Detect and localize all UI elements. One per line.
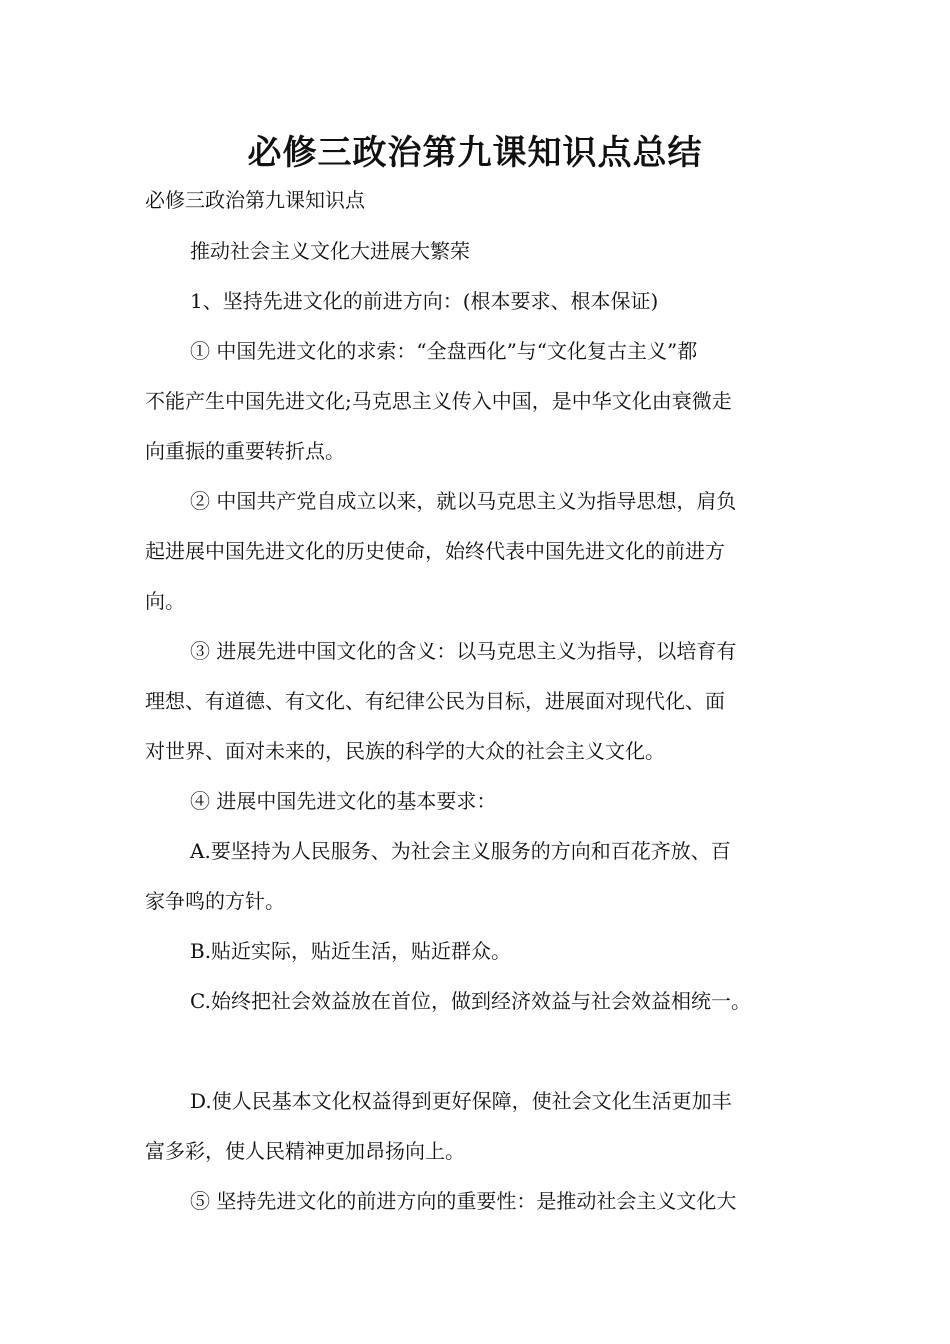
paragraph-line: 对世界、面对未来的，民族的科学的大众的社会主义文化。 bbox=[145, 739, 665, 763]
paragraph-line: 起进展中国先进文化的历史使命，始终代表中国先进文化的前进方 bbox=[145, 539, 725, 563]
paragraph-line: ⑤ 坚持先进文化的前进方向的重要性：是推动社会主义文化大 bbox=[190, 1189, 737, 1213]
paragraph-line: 不能产生中国先进文化;马克思主义传入中国，是中华文化由衰微走 bbox=[145, 389, 732, 413]
paragraph-line: ④ 进展中国先进文化的基本要求： bbox=[190, 789, 497, 813]
section-heading: 推动社会主义文化大进展大繁荣 bbox=[190, 239, 470, 263]
paragraph-line: ③ 进展先进中国文化的含义：以马克思主义为指导，以培育有 bbox=[190, 639, 737, 663]
paragraph-line: ② 中国共产党自成立以来，就以马克思主义为指导思想，肩负 bbox=[190, 489, 737, 513]
paragraph-line: ① 中国先进文化的求索：“全盘西化”与“文化复古主义”都 bbox=[190, 339, 698, 363]
paragraph-line: B.贴近实际，贴近生活，贴近群众。 bbox=[190, 939, 512, 963]
point-heading-1: 1、坚持先进文化的前进方向：(根本要求、根本保证) bbox=[190, 289, 659, 313]
subtitle-line: 必修三政治第九课知识点 bbox=[145, 188, 365, 212]
paragraph-line: A.要坚持为人民服务、为社会主义服务的方向和百花齐放、百 bbox=[190, 839, 731, 863]
paragraph-line: 理想、有道德、有文化、有纪律公民为目标，进展面对现代化、面 bbox=[145, 689, 725, 713]
paragraph-line: 富多彩，使人民精神更加昂扬向上。 bbox=[145, 1139, 465, 1163]
paragraph-line: 家争鸣的方针。 bbox=[145, 889, 285, 913]
paragraph-line: 向重振的重要转折点。 bbox=[145, 439, 345, 463]
paragraph-line: C.始终把社会效益放在首位，做到经济效益与社会效益相统一。 bbox=[190, 989, 751, 1013]
paragraph-line: D.使人民基本文化权益得到更好保障，使社会文化生活更加丰 bbox=[190, 1089, 732, 1113]
paragraph-line: 向。 bbox=[145, 589, 185, 613]
document-title: 必修三政治第九课知识点总结 bbox=[247, 133, 703, 173]
